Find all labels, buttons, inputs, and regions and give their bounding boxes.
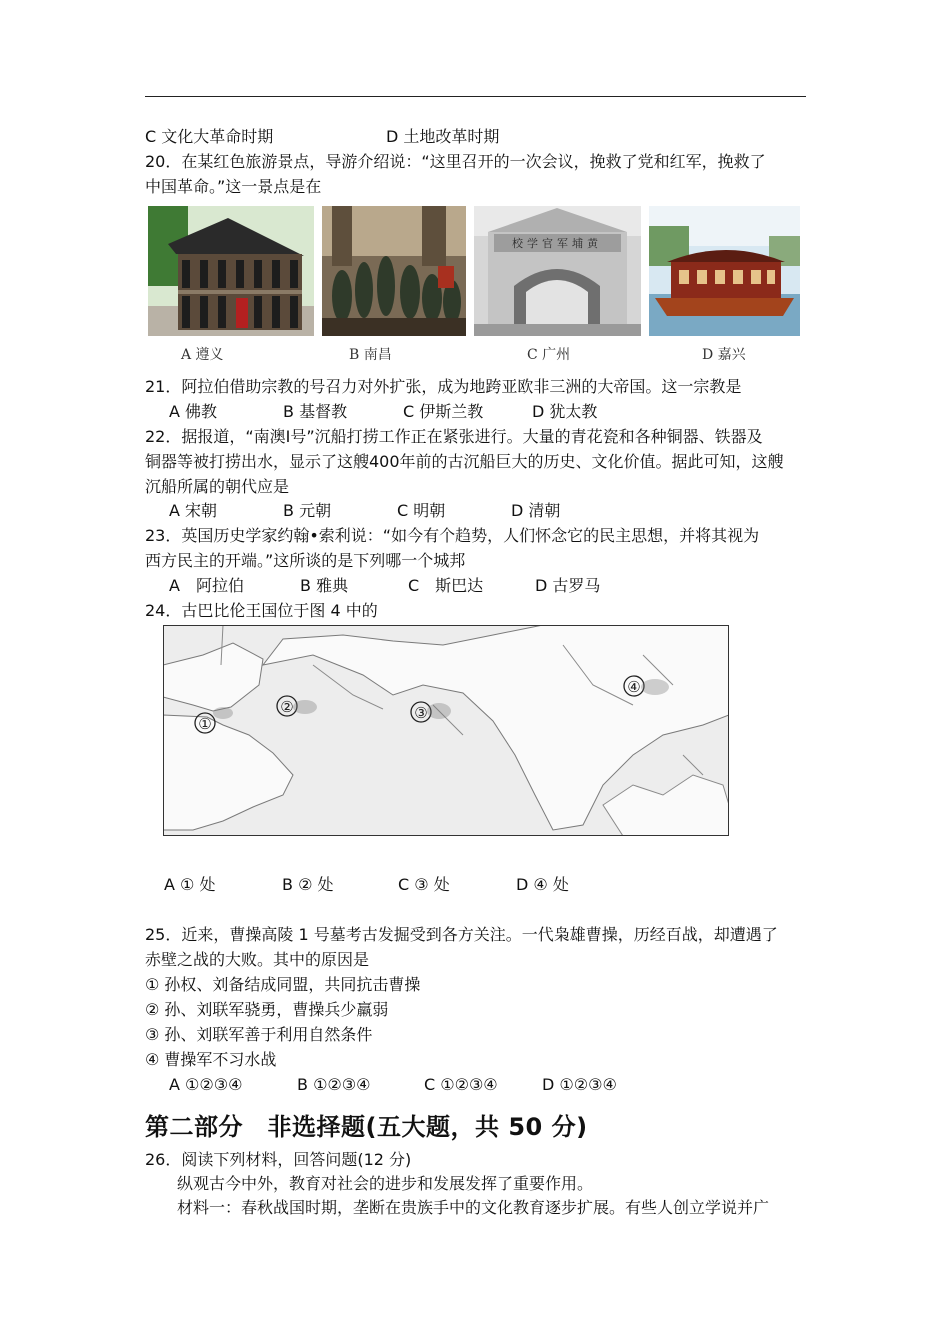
q19-option-d: D 土地改革时期 bbox=[386, 127, 500, 146]
photo-nanchang-uprising bbox=[322, 206, 466, 336]
q25-item-4: ④ 曹操军不习水战 bbox=[145, 1050, 277, 1069]
q25-option-d: D ①②③④ bbox=[542, 1075, 617, 1094]
q25-item-1: ① 孙权、刘备结成同盟，共同抗击曹操 bbox=[145, 975, 421, 994]
photo-zunyi-building bbox=[148, 206, 314, 336]
q24-option-a: A ① 处 bbox=[164, 875, 216, 894]
map-figure-4 bbox=[163, 625, 729, 836]
q21-option-c: C 伊斯兰教 bbox=[403, 402, 484, 421]
photo-huangpu-academy-gate bbox=[474, 206, 641, 336]
q25-option-b: B ①②③④ bbox=[297, 1075, 371, 1094]
q24-option-c: C ③ 处 bbox=[398, 875, 450, 894]
map-marker-2: ② bbox=[280, 698, 294, 716]
q25-option-c: C ①②③④ bbox=[424, 1075, 498, 1094]
q22-option-b: B 元朝 bbox=[283, 501, 332, 520]
q20-caption-d: D 嘉兴 bbox=[702, 347, 746, 363]
q22-stem-line3: 沉船所属的朝代应是 bbox=[145, 477, 290, 496]
q24-option-b: B ② 处 bbox=[282, 875, 334, 894]
q25-stem-line2: 赤壁之战的大败。其中的原因是 bbox=[145, 950, 370, 969]
q24-option-d: D ④ 处 bbox=[516, 875, 569, 894]
q23-option-c: C 斯巴达 bbox=[408, 576, 484, 595]
q23-stem-line2: 西方民主的开端。”这所谈的是下列哪一个城邦 bbox=[145, 551, 466, 570]
q22-stem-line1: 22．据报道，“南澳Ⅰ号”沉船打捞工作正在紧张进行。大量的青花瓷和各种铜器、铁器及 bbox=[145, 427, 763, 446]
map-marker-4: ④ bbox=[627, 678, 641, 696]
q26-intro: 纵观古今中外，教育对社会的进步和发展发挥了重要作用。 bbox=[177, 1174, 594, 1193]
q21-stem: 21．阿拉伯借助宗教的号召力对外扩张，成为地跨亚欧非三洲的大帝国。这一宗教是 bbox=[145, 377, 742, 396]
part2-heading: 第二部分 非选择题(五大题，共 50 分) bbox=[145, 1113, 588, 1141]
q26-material1: 材料一：春秋战国时期，垄断在贵族手中的文化教育逐步扩展。有些人创立学说并广 bbox=[177, 1198, 770, 1217]
q21-option-a: A 佛教 bbox=[169, 402, 218, 421]
q22-stem-line2: 铜器等被打捞出水，显示了这艘400年前的古沉船巨大的历史、文化价值。据此可知，这艘 bbox=[145, 452, 784, 471]
map-marker-1: ① bbox=[198, 715, 212, 733]
gate-sign-text: 校学官军埔黄 bbox=[512, 237, 602, 250]
q22-option-d: D 清朝 bbox=[511, 501, 561, 520]
q25-option-a: A ①②③④ bbox=[169, 1075, 243, 1094]
q20-caption-a: A 遵义 bbox=[181, 347, 224, 363]
q21-option-d: D 犹太教 bbox=[532, 402, 598, 421]
q23-stem-line1: 23．英国历史学家约翰•索利说：“如今有个趋势，人们怀念它的民主思想，并将其视为 bbox=[145, 526, 760, 545]
q25-item-3: ③ 孙、刘联军善于利用自然条件 bbox=[145, 1025, 373, 1044]
q25-stem-line1: 25．近来，曹操高陵 1 号墓考古发掘受到各方关注。一代枭雄曹操，历经百战，却遭遇了 bbox=[145, 925, 778, 944]
q23-option-b: B 雅典 bbox=[300, 576, 349, 595]
q20-caption-c: C 广州 bbox=[527, 347, 571, 363]
q25-item-2: ② 孙、刘联军骁勇，曹操兵少羸弱 bbox=[145, 1000, 389, 1019]
q20-stem-line1: 20．在某红色旅游景点，导游介绍说：“这里召开的一次会议，挽救了党和红军，挽救了 bbox=[145, 152, 766, 171]
q26-stem: 26．阅读下列材料，回答问题(12 分) bbox=[145, 1150, 412, 1169]
header-rule bbox=[145, 96, 806, 97]
q23-option-a: A 阿拉伯 bbox=[169, 576, 244, 595]
q22-option-c: C 明朝 bbox=[397, 501, 446, 520]
q19-option-c: C 文化大革命时期 bbox=[145, 127, 274, 146]
map-marker-3: ③ bbox=[414, 704, 428, 722]
q20-stem-line2: 中国革命。”这一景点是在 bbox=[145, 177, 322, 196]
q22-option-a: A 宋朝 bbox=[169, 501, 218, 520]
q24-stem: 24．古巴比伦王国位于图 4 中的 bbox=[145, 601, 378, 620]
photo-jiaxing-red-boat bbox=[649, 206, 800, 336]
q20-caption-b: B 南昌 bbox=[349, 347, 392, 363]
q23-option-d: D 古罗马 bbox=[535, 576, 601, 595]
q21-option-b: B 基督教 bbox=[283, 402, 348, 421]
